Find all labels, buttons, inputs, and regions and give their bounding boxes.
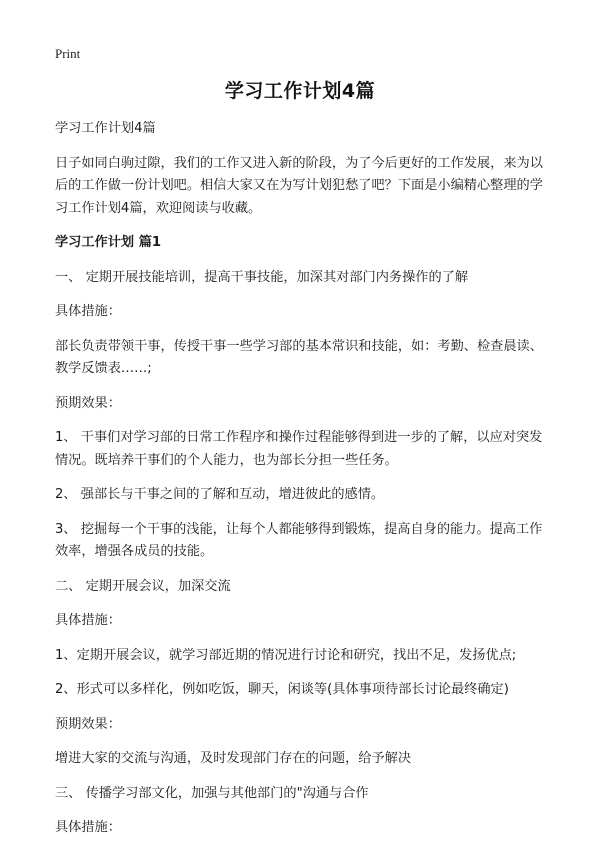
paragraph: 1、 干事们对学习部的日常工作程序和操作过程能够得到进一步的了解，以应对突发情况。既培养干事们的个人能力，也为部长分担一些任务。	[55, 430, 543, 468]
paragraph: 具体措施：	[55, 820, 121, 835]
paragraph: 二、 定期开展会议，加深交流	[55, 578, 231, 594]
paragraph: 三、 传播学习部文化，加强与其他部门的"沟通与合作	[55, 785, 369, 801]
intro-paragraph: 日子如同白驹过隙，我们的工作又进入新的阶段，为了今后更好的工作发展，来为以后的工作做一份计划吧。相信大家又在为写计划犯愁了吧？下面是小编精心整理的学习工作计划4篇，欢迎阅读与收藏。	[55, 155, 543, 216]
document-title: 学习工作计划4篇	[224, 80, 376, 102]
paragraph: 具体措施：	[55, 304, 121, 319]
paragraph: 预期效果：	[55, 716, 121, 732]
section-heading: 学习工作计划 篇1	[55, 235, 162, 250]
paragraph: 预期效果：	[55, 395, 121, 411]
paragraph: 2、 强部长与干事之间的了解和互动，增进彼此的感情。	[55, 487, 385, 502]
paragraph: 一、 定期开展技能培训，提高干事技能，加深其对部门内务操作的了解	[55, 269, 469, 285]
document-subtitle: 学习工作计划4篇	[55, 121, 156, 136]
document-body	[55, 118, 555, 852]
paragraph: 2、形式可以多样化，例如吃饭，聊天，闲谈等(具体事项待部长讨论最终确定)	[55, 682, 509, 697]
paragraph: 1、定期开展会议，就学习部近期的情况进行讨论和研究，找出不足，发扬优点;	[55, 647, 517, 663]
paragraph: 3、 挖掘每一个干事的浅能，让每个人都能够得到锻炼，提高自身的能力。提高工作效率，增强各成员的技能。	[55, 521, 543, 559]
paragraph: 部长负责带领干事，传授干事一些学习部的基本常识和技能，如：考勤、检查晨读、教学反馈表……;	[55, 338, 543, 376]
paragraph: 增进大家的交流与沟通，及时发现部门存在的问题，给予解决	[55, 751, 412, 766]
print-label: Print	[55, 46, 81, 61]
paragraph: 具体措施：	[55, 613, 121, 628]
